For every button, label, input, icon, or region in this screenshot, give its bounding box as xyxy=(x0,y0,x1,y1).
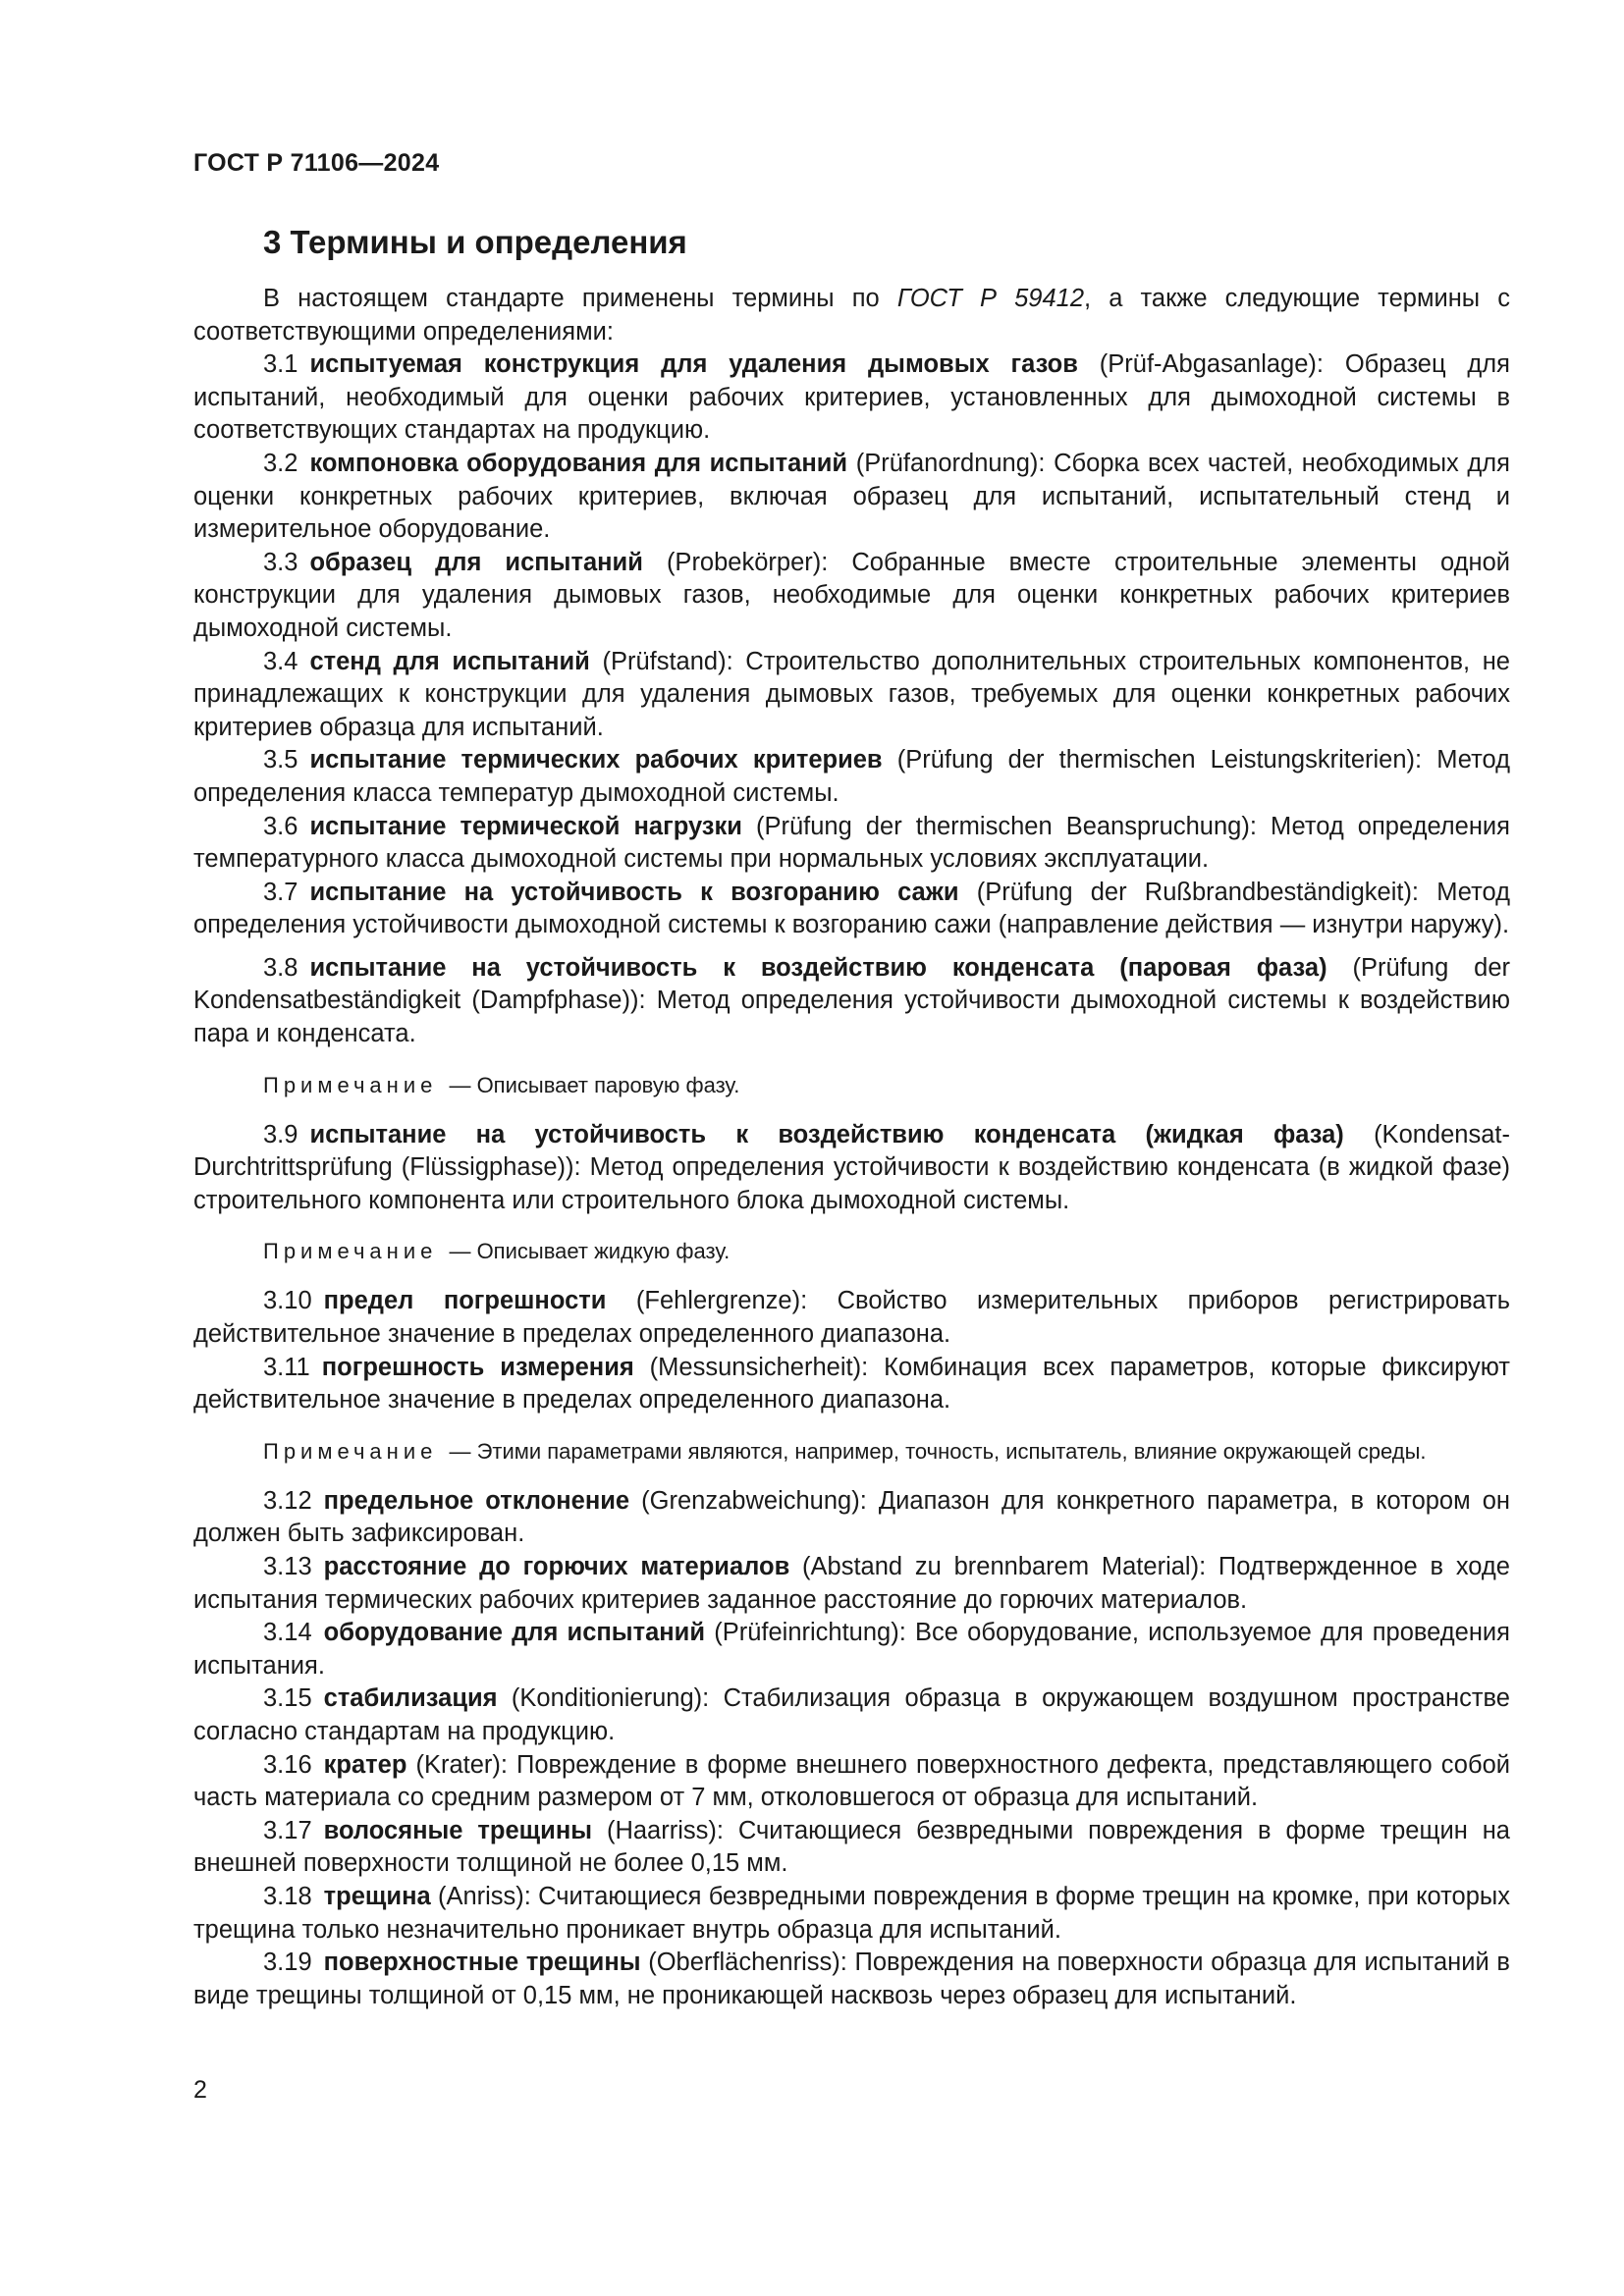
term-number: 3.1 xyxy=(263,350,298,379)
term-name: испытание термических рабочих критериев xyxy=(309,746,883,774)
note-label: Примечание xyxy=(263,1239,438,1264)
term-3-14 xyxy=(193,1617,1510,1682)
term-3-5 xyxy=(193,744,1510,810)
term-3-4 xyxy=(193,646,1510,745)
term-definition: (Prüfung der Kondensatbeständigkeit (Dampfphase)): Метод определения устойчивости дымоходной системы к воздействию пара и конденсата. xyxy=(193,953,1510,1048)
term-number: 3.5 xyxy=(263,746,298,774)
term-number: 3.12 xyxy=(263,1486,312,1515)
term-name: трещина xyxy=(323,1882,431,1910)
term-3-12 xyxy=(193,1485,1510,1551)
note-3-11 xyxy=(193,1435,1510,1468)
term-number: 3.10 xyxy=(263,1287,312,1315)
term-number: 3.13 xyxy=(263,1553,312,1580)
term-3-15 xyxy=(193,1682,1510,1748)
term-name: волосяные трещины xyxy=(323,1816,593,1844)
term-definition: (Messunsicherheit): Комбинация всех параметров, которые фиксируют действительное значение в пределах определенного диапазона. xyxy=(193,1353,1510,1415)
note-text: — Описывает паровую фазу. xyxy=(443,1072,740,1097)
term-definition: (Prüfanordnung): Сборка всех частей, необходимых для оценки конкретных рабочих критериев, включая образец для испытаний, испытательный стенд и измерительное оборудование. xyxy=(193,449,1510,544)
term-number: 3.2 xyxy=(263,449,298,477)
term-number: 3.18 xyxy=(263,1882,312,1910)
note-text: — Описывает жидкую фазу. xyxy=(443,1239,731,1264)
term-3-13 xyxy=(193,1551,1510,1617)
term-number: 3.9 xyxy=(263,1120,298,1148)
intro-text-before: В настоящем стандарте применены термины по xyxy=(263,285,897,312)
term-name: образец для испытаний xyxy=(309,548,643,576)
term-number: 3.19 xyxy=(263,1949,312,1977)
term-name: поверхностные трещины xyxy=(323,1949,641,1977)
intro-paragraph xyxy=(193,283,1510,348)
term-number: 3.7 xyxy=(263,878,298,906)
term-3-7 xyxy=(193,877,1510,942)
term-definition: (Probekörper): Собранные вместе строительные элементы одной конструкции для удаления дымовых газов, необходимые для оценки конкретных рабочих критериев дымоходной системы. xyxy=(193,548,1510,642)
note-3-9 xyxy=(193,1235,1510,1267)
term-3-8 xyxy=(193,952,1510,1051)
term-3-9 xyxy=(193,1119,1510,1218)
term-definition: (Prüfung der thermischen Leistungskriterien): Метод определения класса температур дымоходной системы. xyxy=(193,746,1510,807)
term-definition: (Abstand zu brennbarem Material): Подтвержденное в ходе испытания термических рабочих критериев заданное расстояние до горючих материалов. xyxy=(193,1553,1510,1614)
term-definition: (Konditionierung): Стабилизация образца в окружающем воздушном пространстве согласно стандартам на продукцию. xyxy=(193,1684,1510,1745)
note-text: — Этими параметрами являются, например, точность, испытатель, влияние окружающей среды. xyxy=(443,1438,1427,1464)
term-name: стабилизация xyxy=(323,1684,498,1713)
term-definition: (Oberflächenriss): Повреждения на поверхности образца для испытаний в виде трещины толщиной от 0,15 мм, не проникающей насквозь через образец для испытаний. xyxy=(193,1949,1510,2009)
term-name: оборудование для испытаний xyxy=(323,1619,706,1647)
term-name: испытуемая конструкция для удаления дымовых газов xyxy=(309,350,1078,379)
term-definition: (Fehlergrenze): Свойство измерительных приборов регистрировать действительное значение в пределах определенного диапазона. xyxy=(193,1287,1510,1349)
standard-reference: ГОСТ Р 59412 xyxy=(896,285,1085,312)
term-name: испытание термической нагрузки xyxy=(309,812,742,840)
term-number: 3.8 xyxy=(263,953,298,982)
term-name: предел погрешности xyxy=(323,1287,607,1315)
term-number: 3.3 xyxy=(263,548,298,576)
term-3-2 xyxy=(193,448,1510,547)
page-number: 2 xyxy=(193,2076,207,2104)
term-3-17 xyxy=(193,1815,1510,1881)
term-definition: (Krater): Повреждение в форме внешнего поверхностного дефекта, представляющего собой часть материала со средним размером от 7 мм, отколовшегося от образца для испытаний. xyxy=(193,1750,1510,1812)
term-name: испытание на устойчивость к возгоранию сажи xyxy=(309,878,959,906)
term-3-19 xyxy=(193,1947,1510,2012)
term-3-1 xyxy=(193,348,1510,448)
term-definition: (Prüfung der Rußbrandbeständigkeit): Метод определения устойчивости дымоходной системы к возгоранию сажи (направление действия — изнутри наружу). xyxy=(193,878,1510,939)
term-name: погрешность измерения xyxy=(321,1353,634,1381)
term-name: предельное отклонение xyxy=(323,1486,630,1515)
term-definition: (Kondensat-Durchtrittsprüfung (Flüssigphase)): Метод определения устойчивости к воздействию конденсата (в жидкой фазе) строительного компонента или строительного блока дымоходной системы. xyxy=(193,1120,1510,1214)
note-label: Примечание xyxy=(263,1072,438,1097)
term-number: 3.15 xyxy=(263,1684,312,1713)
term-3-6 xyxy=(193,811,1510,877)
term-name: расстояние до горючих материалов xyxy=(323,1553,790,1580)
term-3-18 xyxy=(193,1881,1510,1947)
note-label: Примечание xyxy=(263,1438,438,1464)
term-number: 3.17 xyxy=(263,1816,312,1844)
term-name: стенд для испытаний xyxy=(309,647,590,675)
note-3-8 xyxy=(193,1069,1510,1101)
term-definition: (Grenzabweichung): Диапазон для конкретного параметра, в котором он должен быть зафиксирован. xyxy=(193,1486,1511,1548)
term-number: 3.16 xyxy=(263,1750,312,1779)
term-number: 3.6 xyxy=(263,812,298,840)
term-definition: (Prüfeinrichtung): Все оборудование, используемое для проведения испытания. xyxy=(193,1619,1510,1680)
term-name: компоновка оборудования для испытаний xyxy=(309,449,848,477)
term-name: кратер xyxy=(323,1750,407,1779)
term-name: испытание на устойчивость к воздействию конденсата (жидкая фаза) xyxy=(309,1120,1344,1148)
document-code-header: ГОСТ Р 71106—2024 xyxy=(193,149,440,177)
term-3-11 xyxy=(193,1352,1510,1417)
term-3-3 xyxy=(193,547,1510,646)
term-3-16 xyxy=(193,1749,1510,1815)
document-body xyxy=(193,283,1510,2012)
term-number: 3.14 xyxy=(263,1619,312,1647)
term-number: 3.11 xyxy=(263,1353,310,1381)
term-definition: (Prüfstand): Строительство дополнительных строительных компонентов, не принадлежащих к конструкции для удаления дымовых газов, требуемых для оценки конкретных рабочих критериев образца для испытаний. xyxy=(193,647,1510,741)
term-definition: (Prüfung der thermischen Beanspruchung): Метод определения температурного класса дымоходной системы при нормальных условиях эксплуатации. xyxy=(193,812,1510,874)
section-title: 3 Термины и определения xyxy=(263,224,687,260)
term-definition: (Haarriss): Считающиеся безвредными повреждения в форме трещин на внешней поверхности толщиной не более 0,15 мм. xyxy=(193,1816,1510,1878)
term-number: 3.4 xyxy=(263,647,298,675)
term-name: испытание на устойчивость к воздействию конденсата (паровая фаза) xyxy=(309,953,1327,982)
term-3-10 xyxy=(193,1285,1510,1351)
intro-text-after: , а также следующие термины с соответствующими определениями: xyxy=(193,285,1511,346)
term-definition: (Anriss): Считающиеся безвредными повреждения в форме трещин на кромке, при которых трещина только незначительно проникает внутрь образца для испытаний. xyxy=(193,1882,1510,1944)
term-definition: (Prüf-Abgasanlage): Образец для испытаний, необходимый для оценки рабочих критериев, установленных для дымоходной системы в соответствующих стандартах на продукцию. xyxy=(193,350,1510,445)
